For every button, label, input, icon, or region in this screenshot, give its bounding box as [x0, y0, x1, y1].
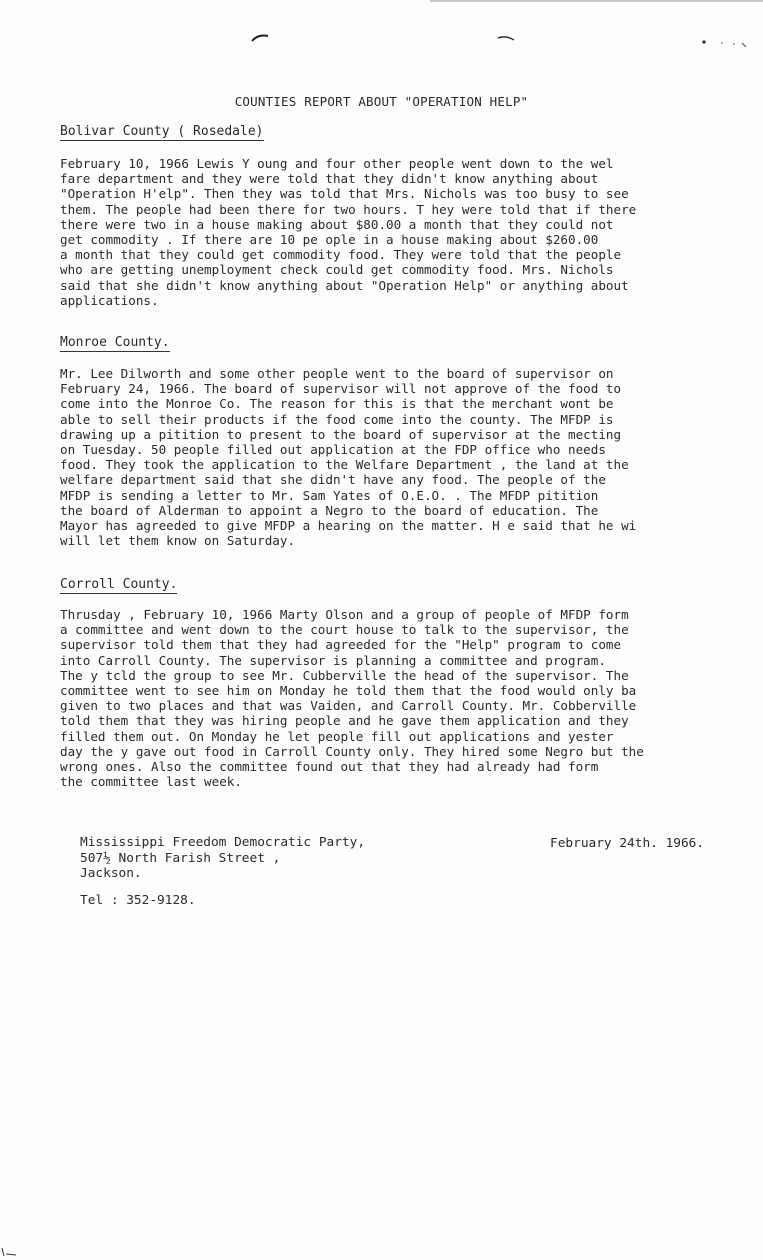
- text-line: Mayor has agreeded to give MFDP a hearing on the matter. H e said that he wi: [60, 518, 637, 534]
- section-heading-carroll: Corroll County.: [60, 577, 178, 592]
- text-line: Thrusday , February 10, 1966 Marty Olson and a group of people of MFDP form: [60, 607, 629, 622]
- text-line: get commodity . If there are 10 pe ople in a house making about $260.00: [60, 232, 599, 248]
- section-body-bolivar: [60, 156, 761, 308]
- text-line: on Tuesday. 50 people filled out application at the FDP office who needs: [60, 442, 606, 458]
- text-line: a committee and went down to the court house to talk to the supervisor, the: [60, 622, 629, 638]
- text-line: said that she didn't know anything about "Operation Help" or anything about: [60, 277, 629, 293]
- text-line: them. The people had been there for two hours. T hey were told that if there: [60, 201, 637, 217]
- text-line: MFDP is sending a letter to Mr. Sam Yates of O.E.O. . The MFDP pitition: [60, 487, 599, 503]
- text-line: come into the Monroe Co. The reason for this is that the merchant wont be: [60, 396, 614, 412]
- text-line: The y tcld the group to see Mr. Cubberville the head of the supervisor. The: [60, 667, 629, 683]
- scan-mark-bottom-left: [0, 1244, 30, 1260]
- text-line: food. They took the application to the Welfare Department , the land at the: [60, 457, 629, 473]
- scan-mark-top-right: [700, 38, 750, 50]
- text-line: February 24, 1966. The board of supervisor will not approve of the food to: [60, 381, 622, 397]
- text-line: February 10, 1966 Lewis Y oung and four other people went down to the wel: [60, 156, 614, 171]
- scan-mark-top-center: [496, 34, 516, 44]
- footer-city: Jackson.: [80, 866, 142, 881]
- text-line: who are getting unemployment check could get commodity food. Mrs. Nichols: [60, 262, 614, 278]
- text-line: the board of Alderman to appoint a Negro to the board of education. The: [60, 502, 599, 518]
- text-line: able to sell their products if the food come into the county. The MFDP is: [60, 411, 614, 427]
- text-line: given to two places and that was Vaiden, and Carroll County. Mr. Cobberville: [60, 698, 637, 714]
- scan-mark-top-left: [250, 32, 270, 44]
- footer-phone: Tel : 352-9128.: [80, 893, 196, 908]
- text-line: a month that they could get commodity food. They were told that the people: [60, 247, 622, 263]
- text-line: there were two in a house making about $80.00 a month that they could not: [60, 216, 614, 232]
- text-line: fare department and they were told that they didn't know anything about: [60, 171, 599, 187]
- text-line: will let them know on Saturday.: [60, 533, 296, 549]
- text-line: supervisor told them that they had agreeded for the "Help" program to come: [60, 637, 622, 653]
- section-body-monroe: [60, 366, 761, 548]
- text-line: applications.: [60, 292, 159, 308]
- text-line: committee went to see him on Monday he told them that the food would only ba: [60, 683, 637, 699]
- section-heading-bolivar: Bolivar County ( Rosedale): [60, 124, 264, 139]
- text-line: filled them out. On Monday he let people fill out applications and yester: [60, 728, 614, 744]
- footer-date: February 24th. 1966.: [550, 836, 705, 851]
- text-line: day the y gave out food in Carroll County only. They hired some Negro but the: [60, 743, 644, 759]
- text-line: welfare department said that she didn't have any food. The people of the: [60, 472, 606, 488]
- text-line: the committee last week.: [60, 774, 242, 790]
- text-line: Mr. Lee Dilworth and some other people went to the board of supervisor on: [60, 366, 614, 381]
- document-title: COUNTIES REPORT ABOUT "OPERATION HELP": [234, 94, 529, 109]
- section-body-carroll: [60, 607, 761, 789]
- text-line: wrong ones. Also the committee found out that they had already had form: [60, 759, 599, 775]
- text-line: into Carroll County. The supervisor is planning a committee and program.: [60, 652, 606, 668]
- text-line: "Operation H'elp". Then they was told that Mrs. Nichols was too busy to see: [60, 186, 629, 202]
- footer-address-block: [80, 835, 365, 882]
- footer-street: 507½ North Farish Street ,: [80, 850, 281, 866]
- footer-organization: Mississippi Freedom Democratic Party,: [80, 835, 366, 850]
- scan-edge-top: [430, 0, 763, 2]
- text-line: drawing up a pitition to present to the board of supervisor at the mecting: [60, 426, 622, 442]
- section-heading-monroe: Monroe County.: [60, 335, 170, 350]
- text-line: told them that they was hiring people and he gave them application and they: [60, 713, 629, 729]
